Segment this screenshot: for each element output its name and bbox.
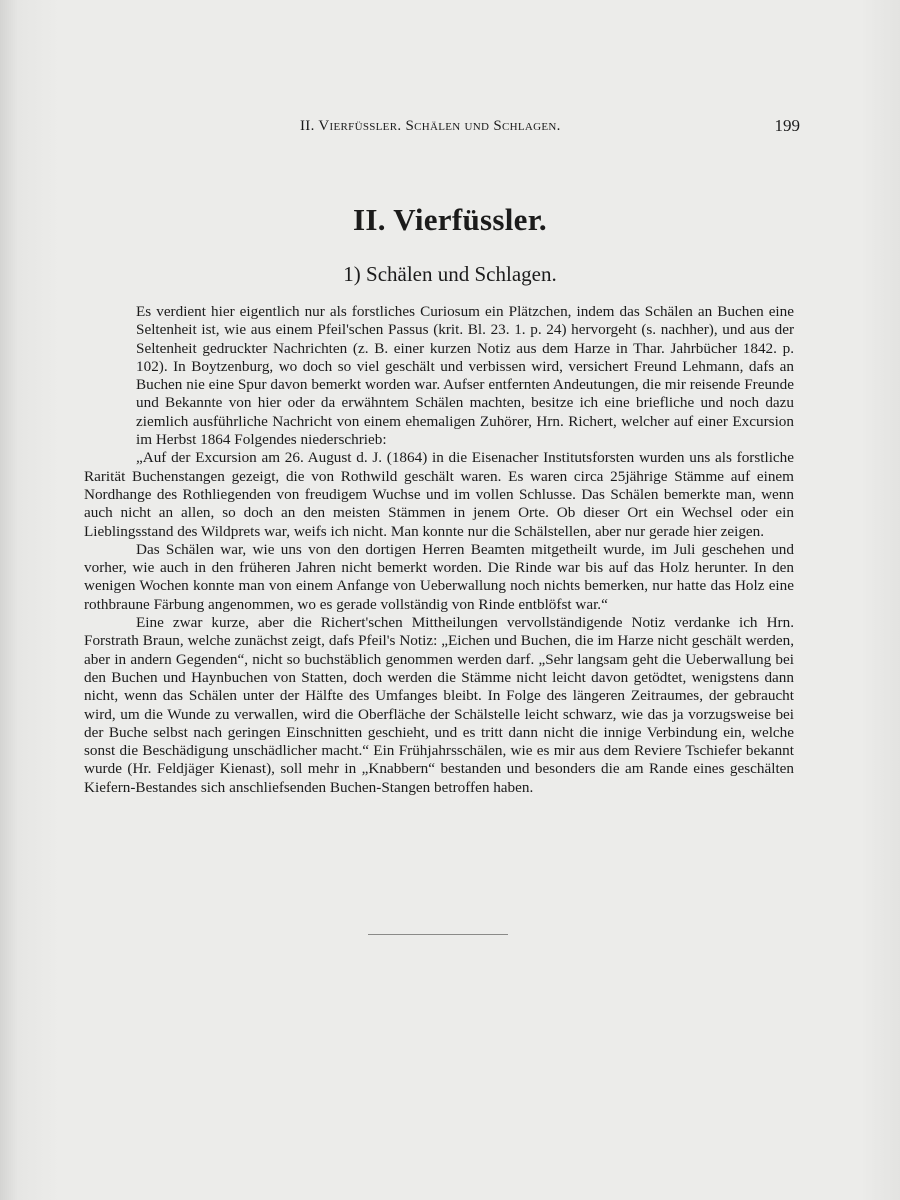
section-title: 1) Schälen und Schlagen. (343, 262, 557, 286)
paragraph-2: „Auf der Excursion am 26. August d. J. (1864) in die Eisenacher Institutsforsten wurden uns als forstliche Rarität Buchenstangen gezeigt, die von Rothwild geschält waren. Es waren circa 25jährige Stämme auf einem Nordhange des Rothliegenden von freudigem Wuchse und im vollen Schlusse. Das Schälen bemerkte man, wenn auch nicht an allen, so doch an den meisten Stämmen in jenem Orte. Ob dieser Ort ein Wechsel oder ein Lieblingsstand des Wildprets war, weifs ich nicht. Man konnte nur die Schälstellen, aber nur gerade hier zeigen. (84, 449, 794, 540)
page-number: 199 (774, 116, 800, 135)
chapter-title: II. Vierfüssler. (353, 202, 547, 237)
paragraph-3: Das Schälen war, wie uns von den dortigen Herren Beamten mitgetheilt wurde, im Juli geschehen und vorher, wie auch in den früheren Jahren nicht bemerkt worden. Die Rinde war bis auf das Holz herunter. In den wenigen Wochen konnte man von einem Anfange von Ueberwallung noch nichts bemerken, nur hatte das Holz eine rothbraune Färbung angenommen, wo es gerade vollständig von Rinde entblöfst war.“ (84, 540, 794, 613)
body-text (84, 303, 794, 797)
end-rule (368, 934, 508, 935)
paragraph-1: Es verdient hier eigentlich nur als forstliches Curiosum ein Plätzchen, indem das Schälen an Buchen eine Seltenheit ist, wie aus einem Pfeil'schen Passus (krit. Bl. 23. 1. p. 24) hervorgeht (s. nachher), und aus der Seltenheit gedruckter Nachrichten (z. B. einer kurzen Notiz aus dem Harze in Thar. Jahrbücher 1842. p. 102). In Boytzenburg, wo doch so viel geschält und verbissen wird, versichert Freund Lehmann, dafs an Buchen nie eine Spur davon bemerkt worden war. Aufser entfernten Andeutungen, die mir reisende Freunde und Bekannte von hier oder da erwähntem Schälen machten, besitze ich eine briefliche und noch dazu ziemlich ausführliche Nachricht von einem ehemaligen Zuhörer, Hrn. Richert, welcher auf einer Excursion im Herbst 1864 Folgendes niederschrieb: (136, 303, 794, 449)
running-title: II. Vierfüssler. Schälen und Schlagen. (300, 118, 561, 134)
paragraph-4: Eine zwar kurze, aber die Richert'schen Mittheilungen vervollständigende Notiz verdanke ich Hrn. Forstrath Braun, welche zunächst zeigt, dafs Pfeil's Notiz: „Eichen und Buchen, die im Harze nicht geschält werden, aber in andern Gegenden“, nicht so buchstäblich genommen werden darf. „Sehr langsam geht die Ueberwallung bei den Buchen und Haynbuchen von Statten, doch werden die Stämme nicht leicht davon getödtet, wenigstens dann nicht, wenn das Schälen unter der Hälfte des Umfanges bleibt. In Folge des längeren Zeitraumes, der gebraucht wird, um die Wunde zu verwallen, wird die Oberfläche der Schälstelle leicht schwarz, wie das ja vorzugsweise bei der Buche selbst nach geringen Einschnitten geschieht, und es tritt dann nicht die innige Verbindung ein, welche sonst die Beschädigung unschädlicher macht.“ Ein Frühjahrsschälen, wie es mir aus dem Reviere Tschiefer bekannt wurde (Hr. Feldjäger Kienast), soll mehr in „Knabbern“ bestanden und besonders die am Rande eines geschälten Kiefern-Bestandes sich anschliefsenden Buchen-Stangen betroffen haben. (84, 614, 794, 796)
running-header (300, 116, 800, 140)
